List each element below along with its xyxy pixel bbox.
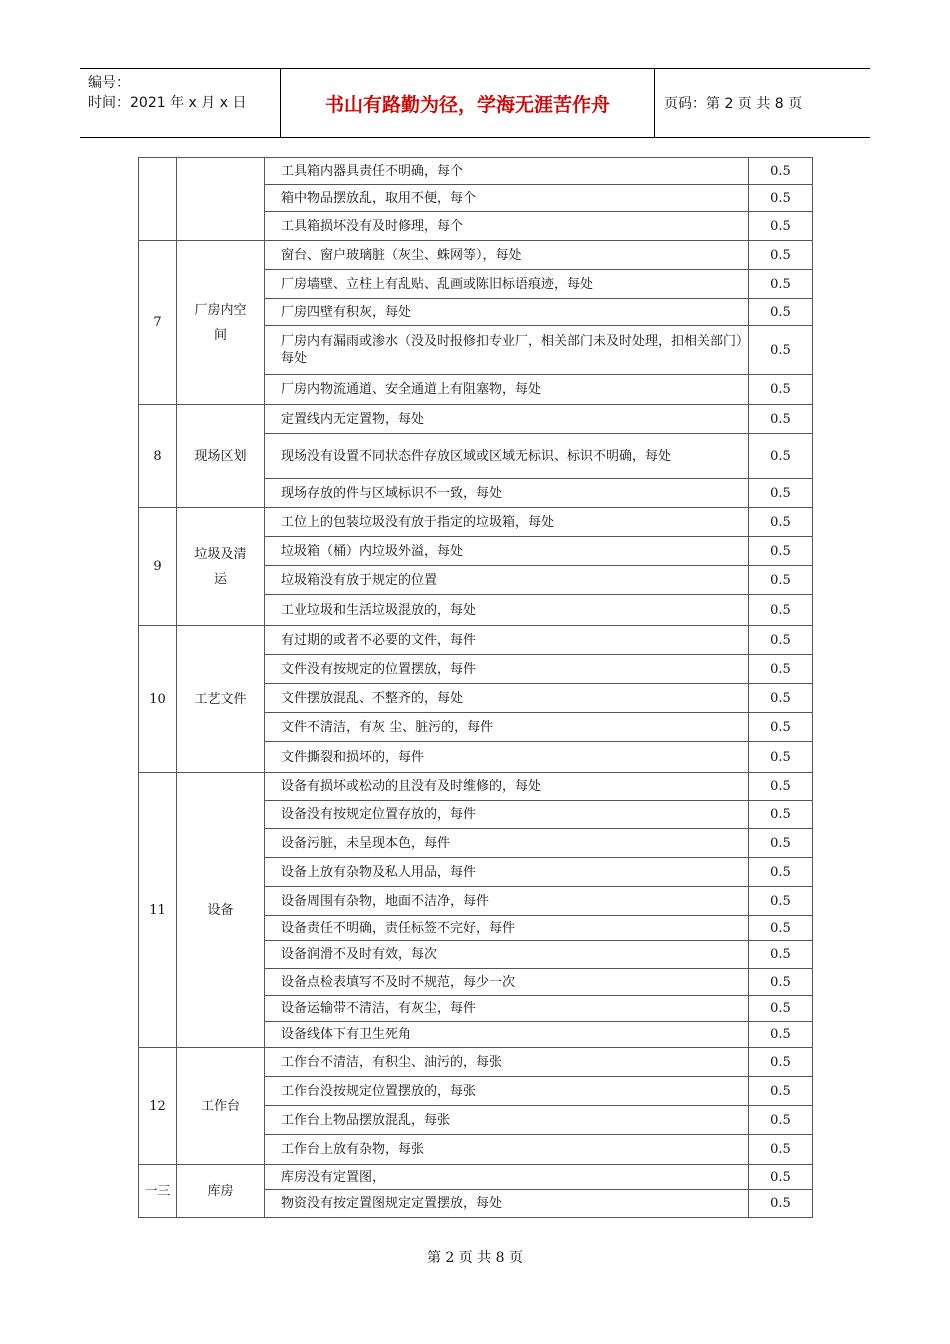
item-score: 0.5 — [749, 773, 813, 801]
section-number: 11 — [139, 773, 177, 1048]
item-score: 0.5 — [749, 375, 813, 405]
item-score: 0.5 — [749, 270, 813, 299]
item-description: 工位上的包装垃圾没有放于指定的垃圾箱，每处 — [265, 508, 749, 537]
section-category: 库房 — [207, 1183, 234, 1199]
item-description: 工具箱损坏没有及时修理，每个 — [265, 212, 749, 241]
item-score: 0.5 — [749, 158, 813, 185]
item-description: 文件撕裂和损坏的，每件 — [265, 742, 749, 773]
item-score: 0.5 — [749, 1190, 813, 1218]
section-category: 设备 — [207, 902, 234, 918]
item-description: 库房没有定置图， — [265, 1165, 749, 1190]
section-number: 10 — [139, 626, 177, 773]
page-info: 页码：第 2 页 共 8 页 — [664, 96, 803, 112]
section-category-cell — [177, 773, 265, 1048]
item-score: 0.5 — [749, 887, 813, 916]
item-description: 工作台上物品摆放混乱，每张 — [265, 1106, 749, 1135]
header-motto-cell — [280, 69, 655, 137]
item-score: 0.5 — [749, 713, 813, 742]
item-description: 设备运输带不清洁，有灰尘，每件 — [265, 996, 749, 1022]
item-score: 0.5 — [749, 969, 813, 996]
item-score: 0.5 — [749, 1077, 813, 1106]
item-score: 0.5 — [749, 1022, 813, 1048]
item-description: 垃圾箱没有放于规定的位置 — [265, 566, 749, 595]
item-score: 0.5 — [749, 996, 813, 1022]
section-category-cell — [177, 508, 265, 626]
item-score: 0.5 — [749, 326, 813, 375]
item-description: 现场没有设置不同状态件存放区域或区域无标识、标识不明确，每处 — [265, 434, 749, 479]
section-number: 7 — [139, 241, 177, 405]
item-score: 0.5 — [749, 241, 813, 270]
table-row — [139, 405, 813, 434]
section-category: 现场区划 — [194, 448, 247, 464]
section-number — [139, 158, 177, 241]
section-category: 工作台 — [200, 1098, 240, 1114]
item-description: 窗台、窗户玻璃脏（灰尘、蛛网等），每处 — [265, 241, 749, 270]
item-score: 0.5 — [749, 941, 813, 969]
section-category-cell — [177, 626, 265, 773]
section-number: 12 — [139, 1048, 177, 1165]
item-description: 文件摆放混乱、不整齐的，每处 — [265, 684, 749, 713]
table-row — [139, 1048, 813, 1077]
table-row — [139, 626, 813, 655]
item-description: 设备没有按规定位置存放的，每件 — [265, 801, 749, 829]
table-row — [139, 241, 813, 270]
item-description: 现场存放的件与区域标识不一致，每处 — [265, 479, 749, 508]
item-score: 0.5 — [749, 1106, 813, 1135]
item-description: 工作台不清洁，有积尘、油污的，每张 — [265, 1048, 749, 1077]
item-description: 设备润滑不及时有效，每次 — [265, 941, 749, 969]
section-number: 一三 — [139, 1165, 177, 1218]
section-category: 厂房内空间 — [194, 302, 247, 343]
item-score: 0.5 — [749, 829, 813, 858]
item-score: 0.5 — [749, 299, 813, 326]
item-score: 0.5 — [749, 916, 813, 941]
section-category-cell — [177, 241, 265, 405]
item-description: 设备点检表填写不及时不规范，每少一次 — [265, 969, 749, 996]
item-score: 0.5 — [749, 742, 813, 773]
item-description: 设备周围有杂物，地面不洁净，每件 — [265, 887, 749, 916]
section-number: 8 — [139, 405, 177, 508]
item-score: 0.5 — [749, 626, 813, 655]
section-category: 垃圾及清运 — [194, 546, 247, 587]
item-score: 0.5 — [749, 508, 813, 537]
item-description: 文件没有按规定的位置摆放，每件 — [265, 655, 749, 684]
item-score: 0.5 — [749, 1048, 813, 1077]
item-description: 设备线体下有卫生死角 — [265, 1022, 749, 1048]
table-row — [139, 158, 813, 185]
section-category-cell — [177, 1048, 265, 1165]
item-score: 0.5 — [749, 434, 813, 479]
inspection-table — [138, 157, 813, 1218]
section-category-cell — [177, 1165, 265, 1218]
item-score: 0.5 — [749, 537, 813, 566]
header-meta — [80, 69, 280, 137]
section-category-cell — [177, 405, 265, 508]
table-row — [139, 508, 813, 537]
item-description: 设备上放有杂物及私人用品，每件 — [265, 858, 749, 887]
item-description: 垃圾箱（桶）内垃圾外溢，每处 — [265, 537, 749, 566]
page-header — [80, 68, 870, 138]
section-category: 工艺文件 — [194, 691, 247, 707]
item-description: 厂房内物流通道、安全通道上有阻塞物，每处 — [265, 375, 749, 405]
page-footer: 第 2 页 共 8 页 — [426, 1250, 524, 1266]
item-description: 厂房墙壁、立柱上有乱贴、乱画或陈旧标语痕迹，每处 — [265, 270, 749, 299]
motto-text: 书山有路勤为径，学海无涯苦作舟 — [324, 93, 610, 116]
item-description: 工作台没按规定位置摆放的，每张 — [265, 1077, 749, 1106]
item-score: 0.5 — [749, 1165, 813, 1190]
item-description: 厂房内有漏雨或渗水（没及时报修扣专业厂，相关部门未及时处理，扣相关部门）每处 — [265, 326, 749, 375]
item-score: 0.5 — [749, 655, 813, 684]
table-body — [139, 158, 813, 1218]
item-description: 工具箱内器具责任不明确，每个 — [265, 158, 749, 185]
item-score: 0.5 — [749, 212, 813, 241]
serial-label: 编号： — [88, 75, 130, 91]
item-description: 物资没有按定置图规定定置摆放，每处 — [265, 1190, 749, 1218]
time-label: 时间：2021 年 x 月 x 日 — [88, 95, 247, 111]
item-description: 有过期的或者不必要的文件，每件 — [265, 626, 749, 655]
section-category-cell — [177, 158, 265, 241]
header-page-cell — [654, 69, 870, 137]
item-score: 0.5 — [749, 801, 813, 829]
table-row — [139, 773, 813, 801]
table-row — [139, 1165, 813, 1190]
item-description: 设备污脏，未呈现本色，每件 — [265, 829, 749, 858]
item-score: 0.5 — [749, 595, 813, 626]
item-description: 定置线内无定置物，每处 — [265, 405, 749, 434]
item-score: 0.5 — [749, 405, 813, 434]
item-score: 0.5 — [749, 566, 813, 595]
section-number: 9 — [139, 508, 177, 626]
item-description: 箱中物品摆放乱，取用不便，每个 — [265, 185, 749, 212]
item-score: 0.5 — [749, 479, 813, 508]
item-description: 文件不清洁，有灰 尘、脏污的，每件 — [265, 713, 749, 742]
item-score: 0.5 — [749, 1135, 813, 1165]
item-description: 设备有损坏或松动的且没有及时维修的，每处 — [265, 773, 749, 801]
item-description: 工作台上放有杂物，每张 — [265, 1135, 749, 1165]
item-score: 0.5 — [749, 858, 813, 887]
item-score: 0.5 — [749, 185, 813, 212]
item-description: 工业垃圾和生活垃圾混放的，每处 — [265, 595, 749, 626]
item-score: 0.5 — [749, 684, 813, 713]
item-description: 厂房四壁有积灰，每处 — [265, 299, 749, 326]
item-description: 设备责任不明确，责任标签不完好，每件 — [265, 916, 749, 941]
